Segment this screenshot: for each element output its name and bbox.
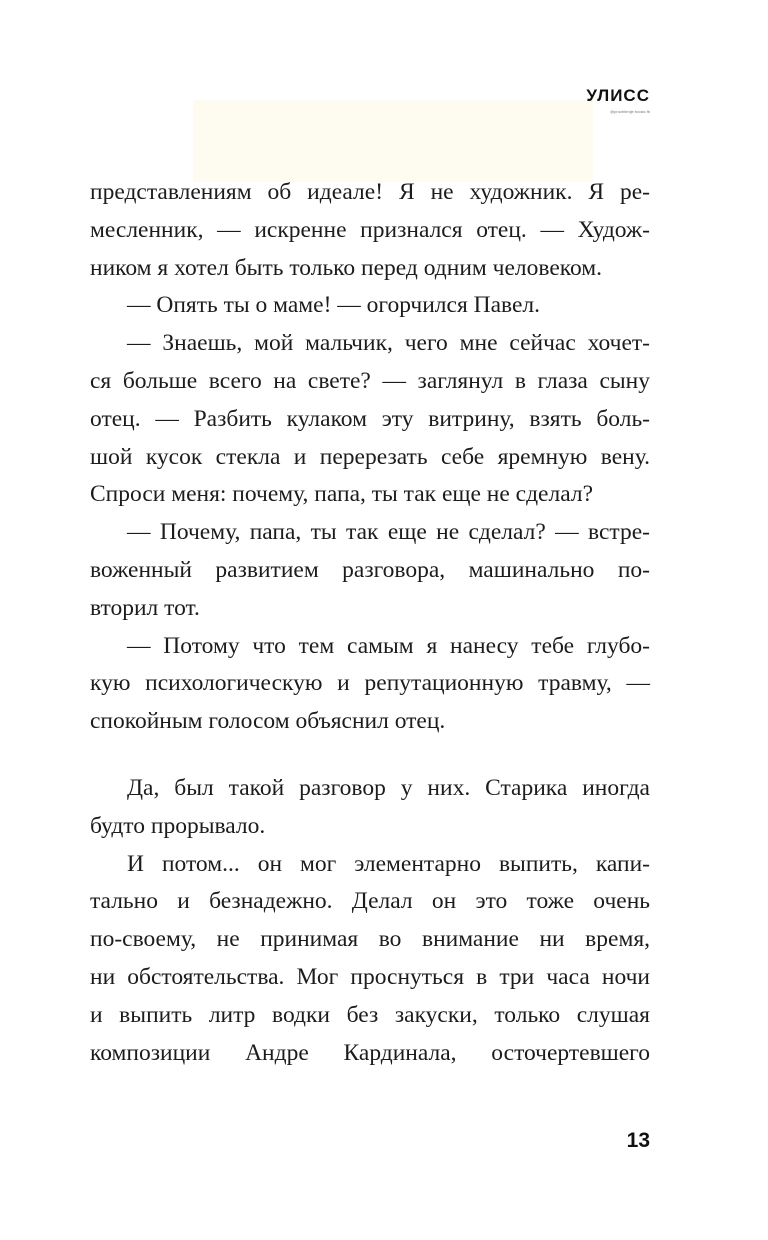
text-block-dialogue bbox=[90, 174, 650, 741]
page-number: 13 bbox=[626, 1129, 650, 1152]
running-header-watermark: @prochtenije books fb bbox=[610, 109, 650, 114]
text-line: — Знаешь, мой мальчик, чего мне сейчас хочет- bbox=[127, 330, 650, 357]
text-line: — Потому что тем самым я нанесу тебе глубо- bbox=[127, 632, 650, 659]
text-line: — Почему, папа, ты так еще не сделал? — встре- bbox=[127, 519, 650, 546]
text-line: спокойным голосом объяснил отец. bbox=[90, 708, 446, 735]
text-line: Спроси меня: почему, папа, ты так еще не сделал? bbox=[90, 481, 594, 508]
text-line: отец. — Разбить кулаком эту витрину, взять боль- bbox=[90, 405, 650, 432]
text-line: воженный развитием разговора, машинально по- bbox=[90, 556, 650, 583]
text-line: представлениям об идеале! Я не художник. Я ре- bbox=[90, 179, 650, 205]
highlight-region bbox=[193, 100, 593, 182]
text-line: и выпить литр водки без закуски, только слушая bbox=[90, 1001, 650, 1028]
text-line: ся больше всего на свете? — заглянул в глаза сыну bbox=[90, 367, 650, 394]
text-line: ником я хотел быть только перед одним человеком. bbox=[90, 254, 603, 281]
text-line: будто прорывало. bbox=[90, 812, 266, 839]
text-line: Да, был такой разговор у них. Старика иногда bbox=[127, 775, 650, 801]
text-line: — Опять ты о маме! — огорчился Павел. bbox=[127, 292, 541, 319]
text-line: месленник, — искренне признался отец. — Худож- bbox=[90, 216, 650, 243]
text-line: кую психологическую и репутационную травму, — bbox=[90, 670, 650, 697]
text-line: вторил тот. bbox=[90, 594, 200, 621]
text-block-narration bbox=[90, 770, 650, 1072]
text-line: по-своему, не принимая во внимание ни время, bbox=[90, 926, 650, 953]
running-header-title: УЛИСС bbox=[586, 86, 650, 105]
text-line: шой кусок стекла и перерезать себе яремную вену. bbox=[90, 443, 650, 470]
text-line: И потом... он мог элементарно выпить, капи- bbox=[127, 850, 650, 877]
text-line: композиции Андре Кардинала, осточертевшего bbox=[90, 1039, 650, 1066]
text-line: тально и безнадежно. Делал он это тоже очень bbox=[90, 888, 650, 915]
text-line: ни обстоятельства. Мог проснуться в три часа ночи bbox=[90, 963, 650, 990]
